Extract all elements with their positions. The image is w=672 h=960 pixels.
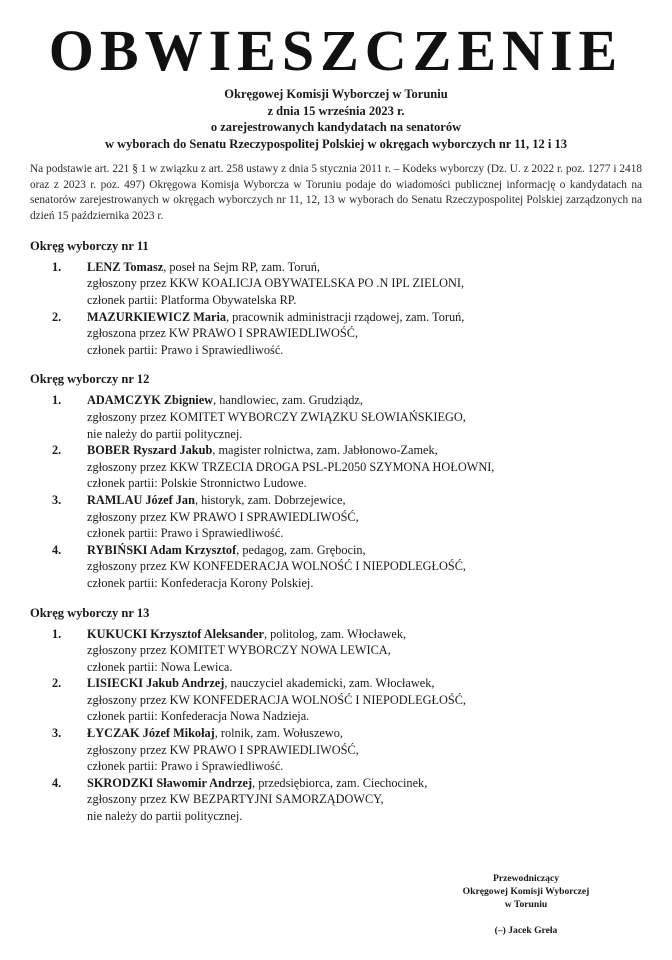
candidate-committee: zgłoszony przez KW PRAWO I SPRAWIEDLIWOŚĆ, <box>87 509 359 524</box>
candidate-description: , rolnik, zam. Wołuszewo, <box>214 726 343 741</box>
candidate-name-line <box>87 542 642 559</box>
candidate-name-line <box>87 259 642 276</box>
candidate-number: 4. <box>52 542 62 557</box>
districts-list <box>30 238 642 825</box>
candidate-number: 3. <box>52 726 62 741</box>
candidate-item <box>30 259 642 309</box>
candidate-number: 2. <box>52 443 62 458</box>
candidate-committee: zgłoszony przez KKW KOALICJA OBYWATELSKA PO .N IPL ZIELONI, <box>87 276 465 291</box>
district-title: Okręg wyborczy nr 13 <box>30 605 150 620</box>
signature-role: Przewodniczący <box>492 873 560 884</box>
candidate-description: , magister rolnictwa, zam. Jabłonowo-Zamek, <box>212 443 438 458</box>
candidate-party: członek partii: Prawo i Sprawiedliwość. <box>87 342 284 357</box>
header-line-subject: o zarejestrowanych kandydatach na senatorów <box>210 120 462 134</box>
candidate-number: 1. <box>52 259 62 274</box>
candidate-committee: zgłoszony przez KKW TRZECIA DROGA PSL-PL2050 SZYMONA HOŁOWNI, <box>87 459 495 474</box>
signature-commission: Okręgowej Komisji Wyborczej <box>462 886 590 897</box>
candidate-item <box>30 492 642 542</box>
candidate-name-line <box>87 626 642 643</box>
candidate-name: SKRODZKI Sławomir Andrzej <box>87 775 253 790</box>
candidate-party: członek partii: Platforma Obywatelska RP. <box>87 293 297 307</box>
candidate-committee: zgłoszony przez KW PRAWO I SPRAWIEDLIWOŚĆ, <box>87 742 359 757</box>
district-title: Okręg wyborczy nr 12 <box>30 372 150 387</box>
candidate-party: nie należy do partii politycznej. <box>87 426 243 441</box>
candidate-name: LENZ Tomasz <box>87 259 164 274</box>
candidate-item <box>30 442 642 492</box>
candidate-item <box>30 392 642 442</box>
candidate-item <box>30 675 642 725</box>
candidate-description: , politolog, zam. Włocławek, <box>263 626 407 641</box>
header-line-commission: Okręgowej Komisji Wyborczej w Toruniu <box>224 87 448 101</box>
candidate-description: , pracownik administracji rządowej, zam. Toruń, <box>226 309 465 324</box>
candidate-name-line <box>87 392 642 409</box>
candidate-committee: zgłoszony przez KOMITET WYBORCZY NOWA LEWICA, <box>87 643 391 658</box>
candidate-number: 3. <box>52 492 62 507</box>
candidate-number: 4. <box>52 775 62 790</box>
candidate-description: , handlowiec, zam. Grudziądz, <box>213 393 363 408</box>
candidate-committee: zgłoszona przez KW PRAWO I SPRAWIEDLIWOŚĆ, <box>87 326 359 341</box>
candidate-name-line <box>87 442 642 459</box>
candidate-committee: zgłoszony przez KW BEZPARTYJNI SAMORZĄDOWCY, <box>87 792 384 807</box>
candidate-name-line <box>87 675 642 692</box>
candidate-party: członek partii: Prawo i Sprawiedliwość. <box>87 526 284 541</box>
candidate-committee: zgłoszony przez KOMITET WYBORCZY ZWIĄZKU SŁOWIAŃSKIEGO, <box>87 409 466 424</box>
candidate-description: , nauczyciel akademicki, zam. Włocławek, <box>224 676 435 691</box>
candidate-name: LISIECKI Jakub Andrzej <box>87 676 225 691</box>
signature-city: w Toruniu <box>504 899 548 910</box>
candidate-item <box>30 542 642 592</box>
signature-name: (–) Jacek Greła <box>494 925 558 936</box>
document-title: OBWIESZCZENIE <box>48 18 624 83</box>
candidate-name: RAMLAU Józef Jan <box>87 492 195 507</box>
header-line-date: z dnia 15 września 2023 r. <box>267 103 405 118</box>
candidate-number: 2. <box>52 309 62 324</box>
candidate-name: ADAMCZYK Zbigniew <box>87 393 214 408</box>
candidate-name: ŁYCZAK Józef Mikołaj <box>87 726 215 741</box>
candidate-name-line <box>87 725 642 742</box>
candidate-name-line <box>87 492 642 509</box>
header-line-elections: w wyborach do Senatu Rzeczypospolitej Polskiej w okręgach wyborczych nr 11, 12 i 13 <box>104 136 568 151</box>
candidate-party: członek partii: Konfederacja Korony Polskiej. <box>87 575 314 590</box>
candidate-party: nie należy do partii politycznej. <box>87 809 243 824</box>
candidate-description: , poseł na Sejm RP, zam. Toruń, <box>163 259 320 274</box>
candidate-name-line <box>87 775 642 792</box>
candidate-item <box>30 626 642 676</box>
candidate-item <box>30 309 642 359</box>
district-section <box>30 371 642 591</box>
district-section <box>30 605 642 825</box>
candidate-name: BOBER Ryszard Jakub <box>87 443 213 458</box>
candidate-description: , historyk, zam. Dobrzejewice, <box>194 492 346 507</box>
candidate-number: 1. <box>52 626 62 641</box>
candidate-name: RYBIŃSKI Adam Krzysztof <box>87 542 237 557</box>
candidate-description: , pedagog, zam. Grębocin, <box>236 542 366 557</box>
document-header <box>30 86 642 152</box>
candidate-description: , przedsiębiorca, zam. Ciechocinek, <box>252 775 428 790</box>
candidate-party: członek partii: Polskie Stronnictwo Ludowe. <box>87 476 307 491</box>
candidate-item <box>30 775 642 825</box>
candidate-committee: zgłoszony przez KW KONFEDERACJA WOLNOŚĆ I NIEPODLEGŁOŚĆ, <box>87 692 467 707</box>
candidate-number: 1. <box>52 393 62 408</box>
candidate-committee: zgłoszony przez KW KONFEDERACJA WOLNOŚĆ I NIEPODLEGŁOŚĆ, <box>87 559 467 574</box>
candidate-party: członek partii: Prawo i Sprawiedliwość. <box>87 759 284 774</box>
candidate-party: członek partii: Nowa Lewica. <box>87 659 233 674</box>
district-title: Okręg wyborczy nr 11 <box>30 238 149 253</box>
candidate-name-line <box>87 309 642 326</box>
intro-paragraph: Na podstawie art. 221 § 1 w związku z art. 258 ustawy z dnia 5 stycznia 2011 r. – Kodeks wyborczy (Dz. U. z 2022 r. poz. 1277 i 2418 oraz z 2023 r. poz. 497) Okręgowa Komisja Wyborcza w Toruniu podaje do wiadomości publicznej informację o kandydatach na senatorów zarejestrowanych w okręgach wyborczych nr 11, 12, 13 w wyborach do Senatu Rzeczypospolitej Polskiej zarządzonych na dzień 15 października 2023 r. <box>30 163 642 223</box>
candidate-number: 2. <box>52 676 62 691</box>
candidate-item <box>30 725 642 775</box>
candidate-name: KUKUCKI Krzysztof Aleksander <box>87 626 264 641</box>
district-section <box>30 238 642 359</box>
signature-block <box>450 872 602 937</box>
candidate-name: MAZURKIEWICZ Maria <box>87 309 227 324</box>
candidate-party: członek partii: Konfederacja Nowa Nadzieja. <box>87 709 310 724</box>
